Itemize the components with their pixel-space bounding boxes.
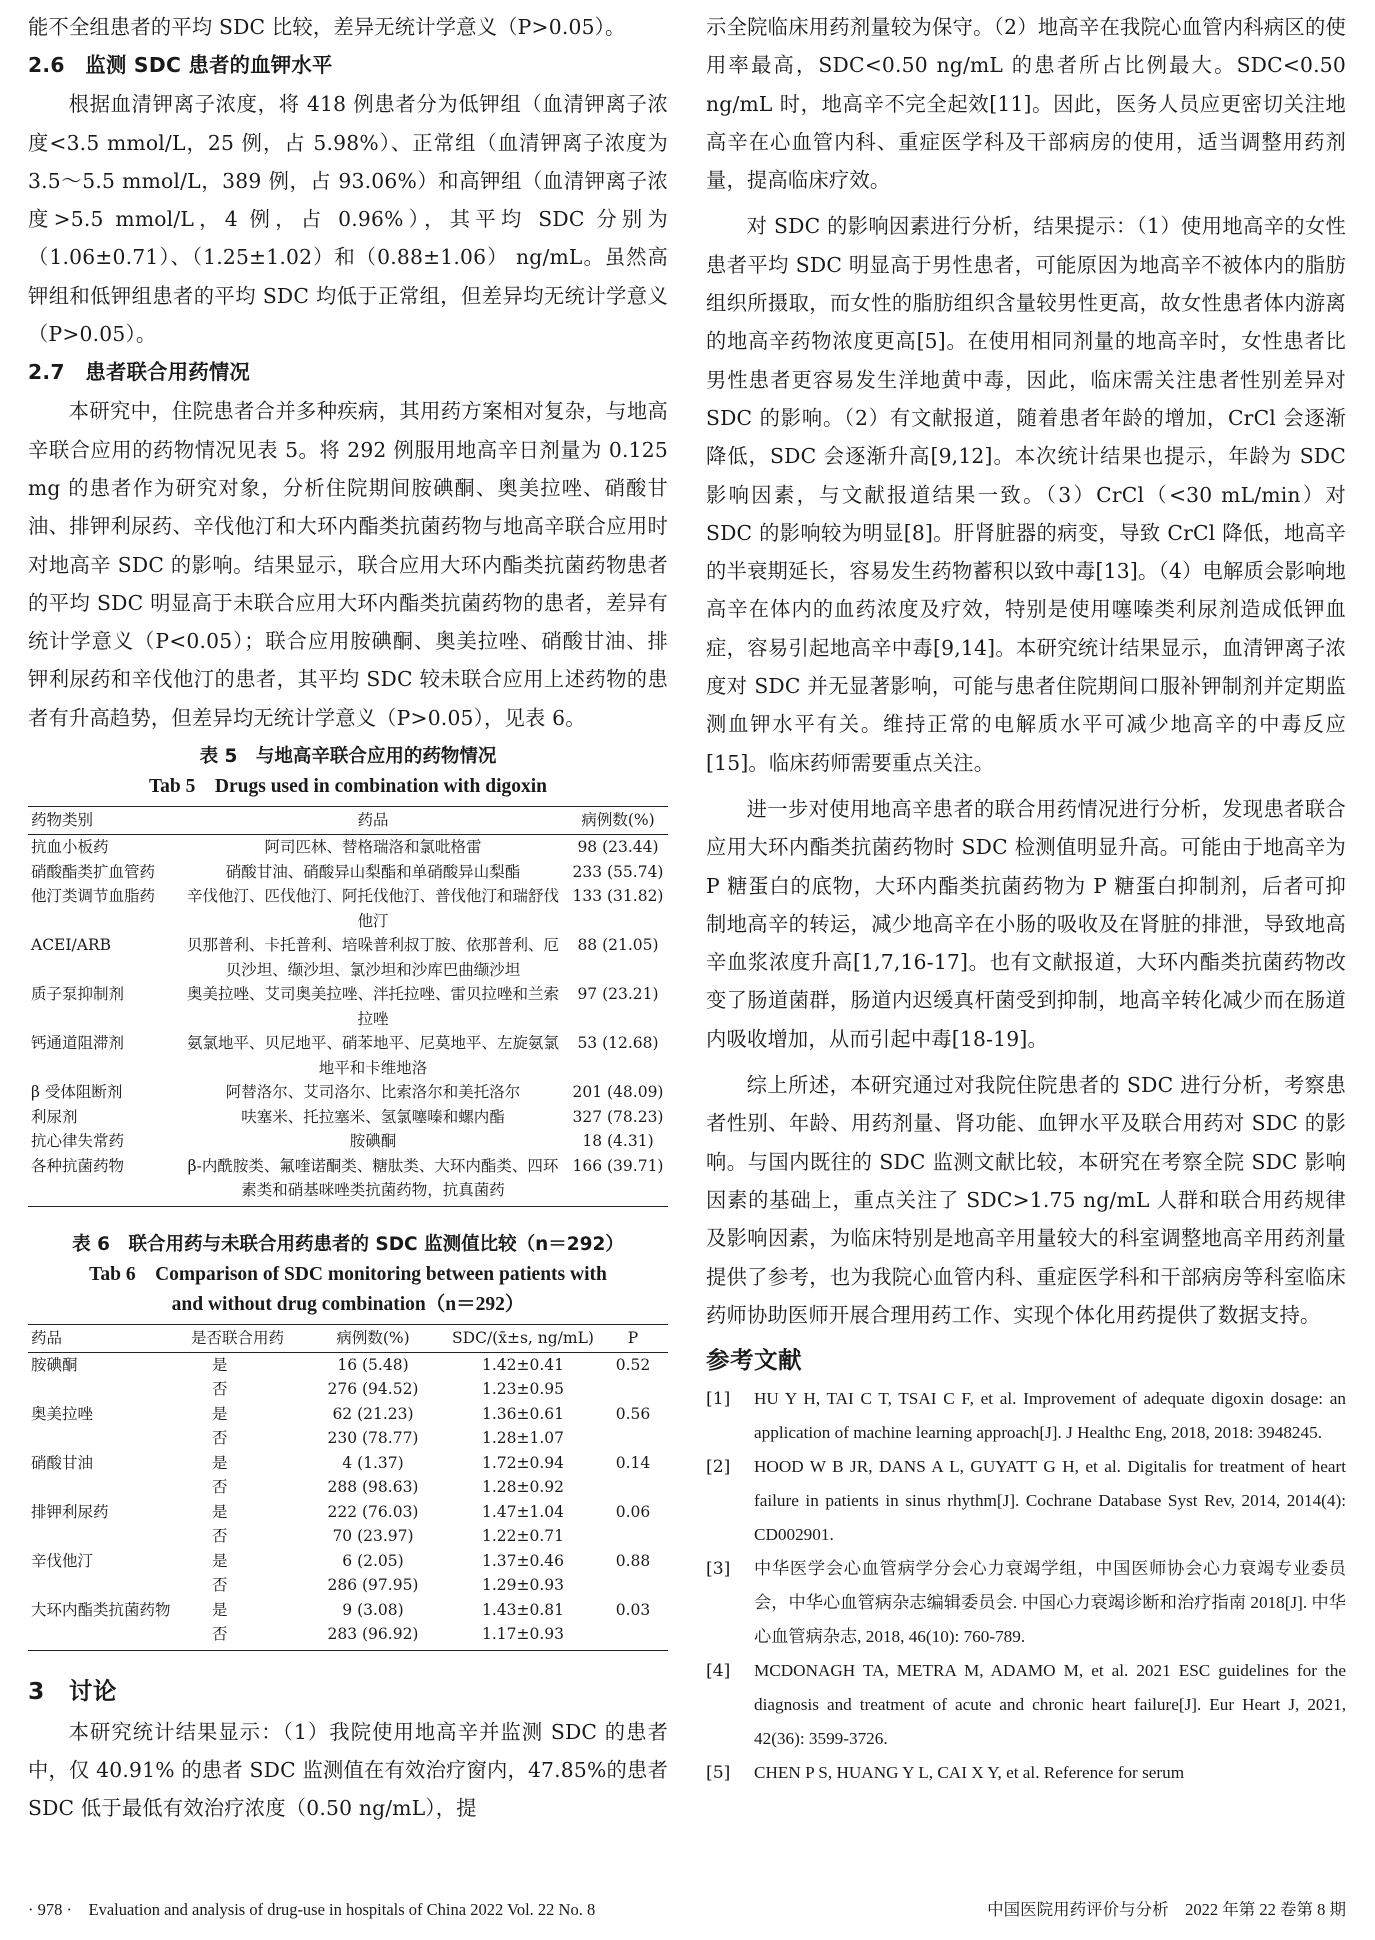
table-cell: 抗心律失常药 (31, 1132, 125, 1151)
column-header: 药物类别 (28, 807, 178, 835)
table-row (28, 1524, 668, 1549)
reference-text: HU Y H, TAI C T, TSAI C F, et al. Improvement of adequate digoxin dosage: an application of machine learning approach[J]. J Healthc Eng, 2018, 2018: 3948245. (754, 1389, 1346, 1443)
table-cell: 230 (78.77) (327, 1429, 419, 1448)
table-cell: 1.72±0.94 (481, 1453, 564, 1472)
reference-item (706, 1382, 1346, 1450)
table-cell: 钙通道阻滞剂 (31, 1034, 125, 1053)
table-6 (28, 1229, 668, 1651)
reference-item (706, 1552, 1346, 1654)
table-cell: 1.42±0.41 (481, 1355, 564, 1374)
table-5-grid (28, 806, 668, 1207)
table-row (28, 1031, 668, 1080)
column-header: 病例数(%) (568, 807, 668, 835)
table-cell: 286 (97.95) (327, 1576, 419, 1595)
reference-number: [2] (706, 1457, 731, 1478)
table-cell: 1.28±1.07 (481, 1429, 564, 1448)
table-row (28, 933, 668, 982)
table-cell (28, 1426, 188, 1451)
table-cell: 他汀类调节血脂药 (31, 887, 156, 906)
table-cell: ACEI/ARB (31, 936, 111, 955)
table-cell (598, 1622, 668, 1650)
paragraph: 能不全组患者的平均 SDC 比较，差异无统计学意义（P>0.05）。 (28, 15, 626, 39)
reference-number: [5] (706, 1763, 731, 1784)
table-row (28, 1426, 668, 1451)
table-cell: 1.29±0.93 (481, 1576, 564, 1595)
table-cell: 288 (98.63) (327, 1478, 419, 1497)
table-cell: 283 (96.92) (298, 1622, 448, 1650)
table-cell (28, 1524, 188, 1549)
table-cell: 0.06 (615, 1502, 651, 1521)
table-cell: 阿司匹林、替格瑞洛和氯吡格雷 (264, 838, 482, 857)
table-cell: 是 (212, 1355, 228, 1374)
table-5-title-en: Tab 5 Drugs used in combination with digoxin (148, 776, 548, 798)
table-6-grid (28, 1324, 668, 1651)
table-row (28, 1154, 668, 1207)
table-cell: 是 (212, 1453, 228, 1472)
table-row (28, 1352, 668, 1377)
table-cell: 1.47±1.04 (481, 1502, 564, 1521)
table-cell: 否 (212, 1576, 228, 1595)
table-cell: 1.17±0.93 (448, 1622, 598, 1650)
table-6-title-en-line2: and without drug combination（n＝292） (171, 1293, 525, 1315)
table-cell: 否 (212, 1429, 228, 1448)
table-cell: 否 (188, 1622, 298, 1650)
table-cell: 质子泵抑制剂 (31, 985, 125, 1004)
table-cell: 1.36±0.61 (481, 1404, 564, 1423)
table-cell: 硝酸酯类扩血管药 (31, 862, 156, 881)
paragraph: 根据血清钾离子浓度，将 418 例患者分为低钾组（血清钾离子浓度<3.5 mmol/L，25 例，占 5.98%）、正常组（血清钾离子浓度为 3.5～5.5 mmol/L，389 例，占 93.06%）和高钾组（血清钾离子浓度>5.5 mmol/L，4 例，占 0.96%），其平均 SDC 分别为（1.06±0.71）、（1.25±1.02）和（0.88±1.06） ng/mL。虽然高钾组和低钾组患者的平均 SDC 均低于正常组，但差异均无统计学意义（P>0.05）。 (28, 92, 668, 347)
footer-right: 中国医院用药评价与分析 2022 年第 22 卷第 8 期 (987, 1900, 1346, 1919)
table-cell (28, 1622, 188, 1650)
table-cell: 1.22±0.71 (481, 1527, 564, 1546)
references-heading: 参考文献 (706, 1346, 802, 1375)
paragraph: 本研究中，住院患者合并多种疾病，其用药方案相对复杂，与地高辛联合应用的药物情况见表 5。将 292 例服用地高辛日剂量为 0.125 mg 的患者作为研究对象，分析住院期间胺碘酮、奥美拉唑、硝酸甘油、排钾利尿药、辛伐他汀和大环内酯类抗菌药物与地高辛联合应用时对地高辛 SDC 的影响。结果显示，联合应用大环内酯类抗菌药物患者的平均 SDC 明显高于未联合应用大环内酯类抗菌药物的患者，差异有统计学意义（P<0.05）；联合应用胺碘酮、奥美拉唑、硝酸甘油、排钾利尿药和辛伐他汀的患者，其平均 SDC 较未联合应用上述药物的患者有升高趋势，但差异均无统计学意义（P>0.05），见表 6。 (28, 399, 668, 730)
table-cell: 是 (212, 1551, 228, 1570)
table-cell: 辛伐他汀、匹伐他汀、阿托伐他汀、普伐他汀和瑞舒伐他汀 (186, 887, 559, 930)
table-cell: 276 (94.52) (327, 1380, 419, 1399)
table-cell: 硝酸甘油、硝酸异山梨酯和单硝酸异山梨酯 (225, 862, 521, 881)
column-header: 药品 (28, 1324, 188, 1352)
table-row (28, 884, 668, 933)
table-cell: 呋塞米、托拉塞米、氢氯噻嗪和螺内酯 (241, 1107, 505, 1126)
table-cell: 97 (23.21) (577, 985, 659, 1004)
table-cell: 是 (212, 1502, 228, 1521)
table-row (28, 1080, 668, 1105)
left-column (28, 8, 668, 1827)
table-cell: 6 (2.05) (342, 1551, 404, 1570)
table-cell: 奥美拉唑 (31, 1404, 94, 1423)
table-cell (598, 1573, 668, 1598)
table-row (28, 1573, 668, 1598)
table-cell: 70 (23.97) (332, 1527, 414, 1546)
table-cell: 201 (48.09) (572, 1083, 664, 1102)
table-cell: 各种抗菌药物 (28, 1154, 178, 1207)
table-cell: 否 (212, 1478, 228, 1497)
section-heading-2-7: 2.7 患者联合用药情况 (28, 360, 251, 385)
reference-number: [4] (706, 1661, 731, 1682)
table-row (28, 1549, 668, 1574)
table-cell: 大环内酯类抗菌药物 (31, 1600, 171, 1619)
table-row (28, 982, 668, 1031)
reference-text: MCDONAGH TA, METRA M, ADAMO M, et al. 2021 ESC guidelines for the diagnosis and treatment of acute and chronic heart failure[J]. Eur Heart J, 2021, 42(36): 3599-3726. (754, 1661, 1346, 1749)
table-cell: 16 (5.48) (337, 1355, 409, 1374)
table-cell (598, 1377, 668, 1402)
table-row (28, 1475, 668, 1500)
table-row (28, 835, 668, 860)
table-cell (598, 1426, 668, 1451)
table-cell (28, 1377, 188, 1402)
paragraph: 本研究统计结果显示：（1）我院使用地高辛并监测 SDC 的患者中，仅 40.91% 的患者 SDC 监测值在有效治疗窗内，47.85%的患者 SDC 低于最低有效治疗浓度（0.50 ng/mL），提 (28, 1719, 668, 1821)
table-cell: 胺碘酮 (31, 1355, 78, 1374)
table-cell: 88 (21.05) (577, 936, 659, 955)
table-cell: 1.37±0.46 (481, 1551, 564, 1570)
table-row (28, 860, 668, 885)
reference-number: [1] (706, 1389, 731, 1410)
column-header: 药品 (178, 807, 568, 835)
footer-left: · 978 · Evaluation and analysis of drug-use in hospitals of China 2022 Vol. 22 No. 8 (28, 1900, 596, 1919)
paragraph: 示全院临床用药剂量较为保守。（2）地高辛在我院心血管内科病区的使用率最高，SDC<0.50 ng/mL 的患者所占比例最大。SDC<0.50 ng/mL 时，地高辛不完全起效[11]。因此，医务人员应更密切关注地高辛在心血管内科、重症医学科及干部病房的使用，适当调整用药剂量，提高临床疗效。 (706, 15, 1346, 193)
table-cell: 98 (23.44) (577, 838, 659, 857)
paragraph: 综上所述，本研究通过对我院住院患者的 SDC 进行分析，考察患者性别、年龄、用药剂量、肾功能、血钾水平及联合用药对 SDC 的影响。与国内既往的 SDC 监测文献比较，本研究在考察全院 SDC 影响因素的基础上，重点关注了 SDC>1.75 ng/mL 人群和联合用药规律及影响因素，为临床特别是地高辛用量较大的科室调整地高辛用药剂量提供了参考，也为我院心血管内科、重症医学科和干部病房等科室临床药师协助医师开展合理用药工作、实现个体化用药提供了数据支持。 (706, 1073, 1346, 1327)
table-cell: 是 (212, 1600, 228, 1619)
table-cell: 否 (212, 1380, 228, 1399)
table-cell: 硝酸甘油 (31, 1453, 94, 1472)
reference-list (706, 1382, 1346, 1790)
column-header: P (598, 1324, 668, 1352)
table-cell: 0.14 (615, 1453, 651, 1472)
section-heading-3: 3 讨论 (28, 1676, 117, 1705)
table-header-row (28, 807, 668, 835)
table-cell: β-内酰胺类、氟喹诺酮类、糖肽类、大环内酯类、四环素类和硝基咪唑类抗菌药物，抗真菌药 (178, 1154, 568, 1207)
table-header-row (28, 1324, 668, 1352)
reference-text: HOOD W B JR, DANS A L, GUYATT G H, et al. Digitalis for treatment of heart failure in patients in sinus rhythm[J]. Cochrane Database Syst Rev, 2014, 2014(4): CD002901. (754, 1457, 1346, 1545)
table-cell: 0.52 (615, 1355, 651, 1374)
table-cell: 166 (39.71) (568, 1154, 668, 1207)
table-row (28, 1105, 668, 1130)
column-header: 病例数(%) (298, 1324, 448, 1352)
reference-item (706, 1450, 1346, 1552)
table-cell: 是 (212, 1404, 228, 1423)
table-cell: 排钾利尿药 (31, 1502, 109, 1521)
table-row (28, 1451, 668, 1476)
column-header: 是否联合用药 (188, 1324, 298, 1352)
table-cell: 4 (1.37) (342, 1453, 404, 1472)
table-cell: 辛伐他汀 (31, 1551, 94, 1570)
table-row (28, 1598, 668, 1623)
reference-item (706, 1654, 1346, 1756)
right-column (706, 8, 1346, 1790)
table-cell: 222 (76.03) (327, 1502, 419, 1521)
table-cell: 62 (21.23) (332, 1404, 414, 1423)
table-row (28, 1129, 668, 1154)
table-cell: 0.56 (615, 1404, 651, 1423)
reference-number: [3] (706, 1559, 731, 1580)
page-footer (28, 1896, 1346, 1920)
table-cell (598, 1524, 668, 1549)
table-cell: 133 (31.82) (572, 887, 664, 906)
table-cell: 1.23±0.95 (481, 1380, 564, 1399)
reference-text: CHEN P S, HUANG Y L, CAI X Y, et al. Reference for serum (754, 1763, 1185, 1783)
table-row (28, 1377, 668, 1402)
table-6-title-en-line1: Tab 6 Comparison of SDC monitoring between patients with (89, 1263, 607, 1285)
table-cell: β 受体阻断剂 (31, 1083, 123, 1102)
paragraph: 进一步对使用地高辛患者的联合用药情况进行分析，发现患者联合应用大环内酯类抗菌药物时 SDC 检测值明显升高。可能由于地高辛为 P 糖蛋白的底物，大环内酯类抗菌药物为 P 糖蛋白抑制剂，后者可抑制地高辛的转运，减少地高辛在小肠的吸收及在肾脏的排泄，导致地高辛血浆浓度升高[1,7,16-17]。也有文献报道，大环内酯类抗菌药物改变了肠道菌群，肠道内迟缓真杆菌受到抑制，地高辛转化减少而在肠道内吸收增加，从而引起中毒[18-19]。 (706, 796, 1346, 1051)
table-5-title-cn: 表 5 与地高辛联合应用的药物情况 (199, 746, 497, 768)
table-cell: 利尿剂 (31, 1107, 78, 1126)
table-cell: 抗血小板药 (31, 838, 109, 857)
table-6-title-cn: 表 6 联合用药与未联合用药患者的 SDC 监测值比较（n＝292） (72, 1233, 624, 1255)
table-row (28, 1500, 668, 1525)
table-cell (28, 1573, 188, 1598)
table-cell: 胺碘酮 (349, 1132, 397, 1151)
table-cell: 0.88 (615, 1551, 651, 1570)
table-cell: 53 (12.68) (577, 1034, 659, 1053)
table-cell: 9 (3.08) (342, 1600, 404, 1619)
reference-item (706, 1756, 1346, 1790)
table-cell: 327 (78.23) (572, 1107, 664, 1126)
table-cell: 18 (4.31) (582, 1132, 654, 1151)
table-cell: 1.28±0.92 (481, 1478, 564, 1497)
table-cell: 233 (55.74) (572, 862, 664, 881)
table-row (28, 1402, 668, 1427)
table-cell: 氨氯地平、贝尼地平、硝苯地平、尼莫地平、左旋氨氯地平和卡维地洛 (186, 1034, 559, 1077)
table-cell: 否 (212, 1527, 228, 1546)
section-heading-2-6: 2.6 监测 SDC 患者的血钾水平 (28, 53, 333, 78)
table-cell: 奥美拉唑、艾司奥美拉唑、泮托拉唑、雷贝拉唑和兰索拉唑 (186, 985, 559, 1028)
table-cell: 贝那普利、卡托普利、培哚普利叔丁胺、依那普利、厄贝沙坦、缬沙坦、氯沙坦和沙库巴曲缬沙坦 (186, 936, 559, 979)
table-5 (28, 741, 668, 1207)
reference-text: 中华医学会心血管病学分会心力衰竭学组，中国医师协会心力衰竭专业委员会，中华心血管病杂志编辑委员会. 中国心力衰竭诊断和治疗指南 2018[J]. 中华心血管病杂志, 2018, 46(10): 760-789. (754, 1559, 1346, 1647)
table-cell: 1.43±0.81 (481, 1600, 564, 1619)
paragraph: 对 SDC 的影响因素进行分析，结果提示：（1）使用地高辛的女性患者平均 SDC 明显高于男性患者，可能原因为地高辛不被体内的脂肪组织所摄取，而女性的脂肪组织含量较男性更高，故女性患者体内游离的地高辛药物浓度更高[5]。在使用相同剂量的地高辛时，女性患者比男性患者更容易发生洋地黄中毒，因此，临床需关注患者性别差异对 SDC 的影响。（2）有文献报道，随着患者年龄的增加，CrCl 会逐渐降低，SDC 会逐渐升高[9,12]。本次统计结果也提示，年龄为 SDC 影响因素，与文献报道结果一致。（3）CrCl（<30 mL/min）对 SDC 的影响较为明显[8]。肝肾脏器的病变，导致 CrCl 降低，地高辛的半衰期延长，容易发生药物蓄积以致中毒[13]。（4）电解质会影响地高辛在体内的血药浓度及疗效，特别是使用噻嗪类利尿剂造成低钾血症，容易引起地高辛中毒[9,14]。本研究统计结果显示，血清钾离子浓度对 SDC 并无显著影响，可能与患者住院期间口服补钾制剂并定期监测血钾水平有关。维持正常的电解质水平可减少地高辛的中毒反应[15]。临床药师需要重点关注。 (706, 214, 1346, 775)
column-header: SDC/(x̄±s, ng/mL) (448, 1324, 598, 1352)
table-cell (598, 1475, 668, 1500)
table-cell: 阿替洛尔、艾司洛尔、比索洛尔和美托洛尔 (225, 1083, 521, 1102)
table-row (28, 1622, 668, 1650)
table-cell: 0.03 (615, 1600, 651, 1619)
table-cell (28, 1475, 188, 1500)
